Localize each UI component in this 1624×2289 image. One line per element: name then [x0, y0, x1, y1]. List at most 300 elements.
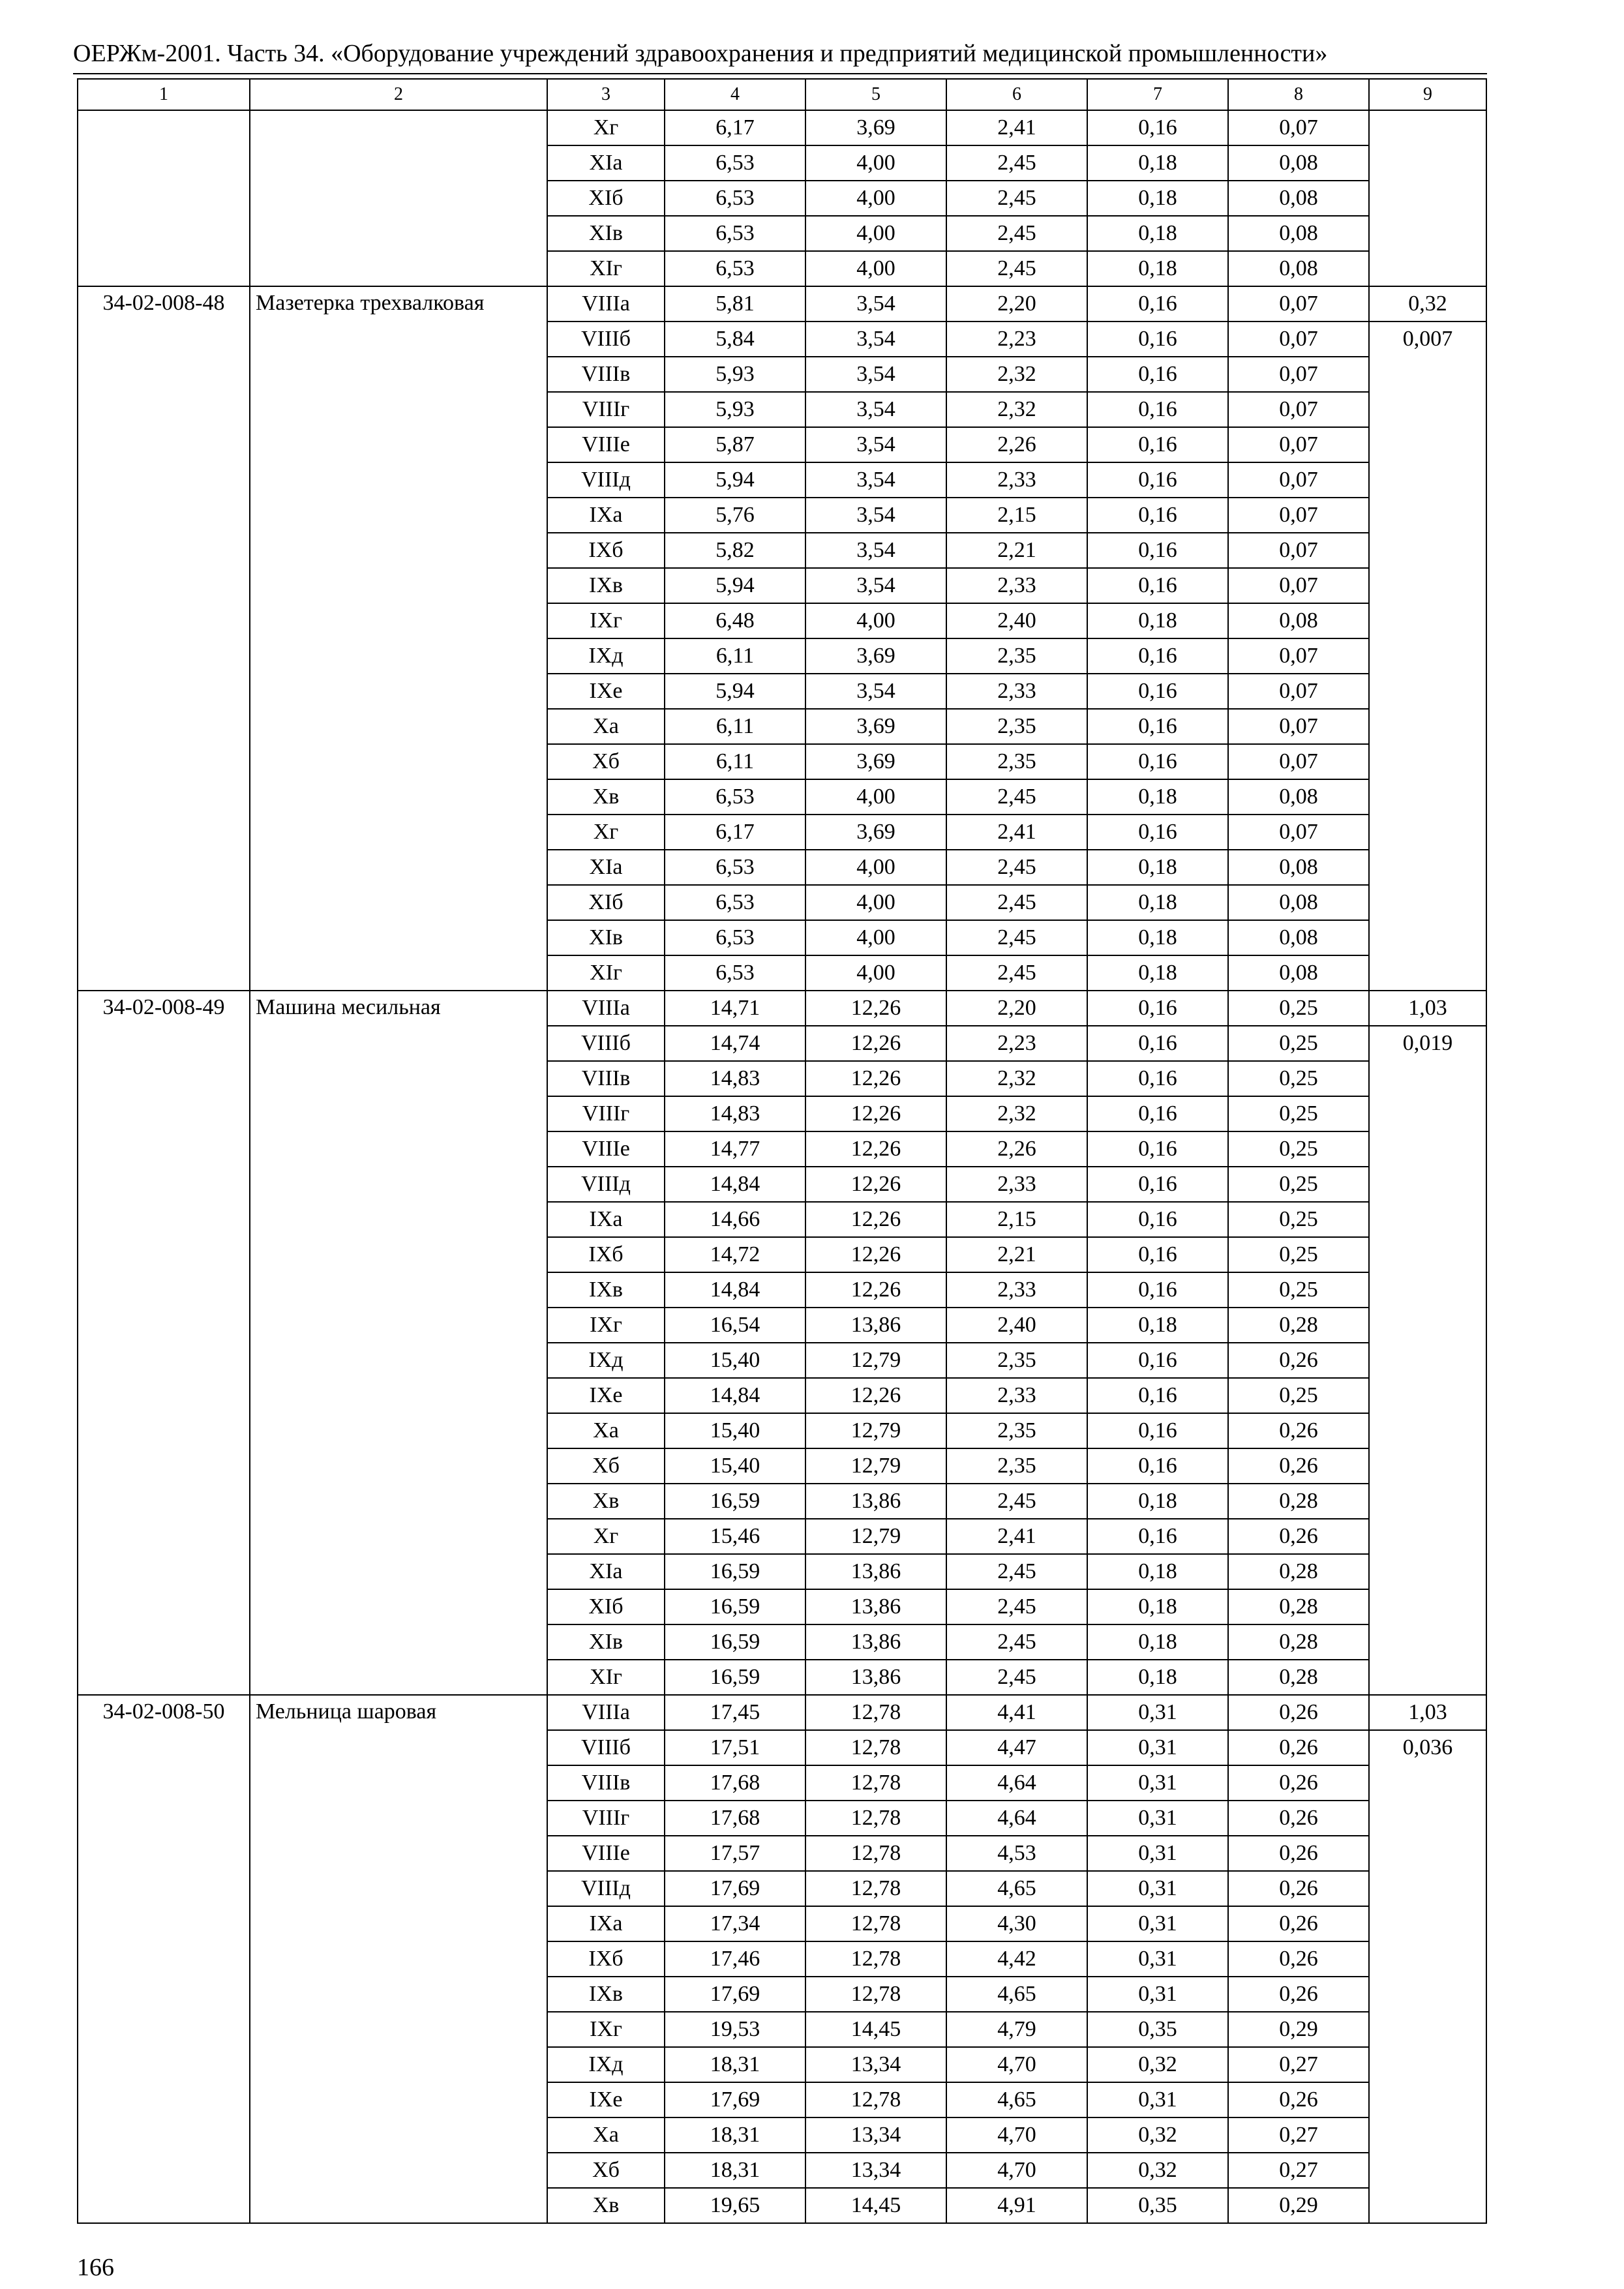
cell-col7: 0,31: [1087, 1730, 1228, 1765]
cell-col5: 12,26: [805, 1167, 946, 1202]
cell-col6: 4,64: [946, 1801, 1087, 1836]
cell-col4: 16,59: [665, 1554, 805, 1589]
cell-col6: 4,79: [946, 2012, 1087, 2047]
cell-group: Xв: [547, 2188, 665, 2223]
cell-col5: 12,79: [805, 1413, 946, 1448]
cell-col8: 0,08: [1228, 251, 1369, 286]
cell-col8: 0,07: [1228, 322, 1369, 357]
cell-col6: 2,45: [946, 1554, 1087, 1589]
cell-col8: 0,26: [1228, 1448, 1369, 1484]
cell-col4: 6,53: [665, 181, 805, 216]
cell-group: IXа: [547, 1202, 665, 1237]
cell-col8: 0,28: [1228, 1554, 1369, 1589]
cell-col7: 0,16: [1087, 322, 1228, 357]
cell-col8: 0,28: [1228, 1589, 1369, 1624]
cell-col5: 12,78: [805, 1977, 946, 2012]
column-header: 4: [665, 79, 805, 110]
cell-col7: 0,18: [1087, 1589, 1228, 1624]
cell-col5: 12,26: [805, 1026, 946, 1061]
cell-col7: 0,16: [1087, 357, 1228, 392]
cell-group: VIIIв: [547, 357, 665, 392]
cell-col8: 0,25: [1228, 1131, 1369, 1167]
cell-col7: 0,16: [1087, 674, 1228, 709]
cell-col4: 6,53: [665, 145, 805, 181]
cell-col4: 17,34: [665, 1906, 805, 1941]
cell-group: Xг: [547, 110, 665, 145]
cell-col6: 2,21: [946, 533, 1087, 568]
cell-col4: 15,40: [665, 1343, 805, 1378]
cell-col8: 0,07: [1228, 462, 1369, 498]
cell-col5: 4,00: [805, 181, 946, 216]
cell-col7: 0,35: [1087, 2012, 1228, 2047]
cell-col6: 2,35: [946, 638, 1087, 674]
cell-col5: 12,26: [805, 1237, 946, 1272]
cell-col6: 2,45: [946, 1589, 1087, 1624]
cell-col8: 0,28: [1228, 1308, 1369, 1343]
cell-col7: 0,35: [1087, 2188, 1228, 2223]
col9-value: 0,019: [1370, 1025, 1486, 1060]
cell-col4: 14,72: [665, 1237, 805, 1272]
cell-col4: 6,53: [665, 251, 805, 286]
cell-col4: 19,53: [665, 2012, 805, 2047]
cell-col7: 0,16: [1087, 1026, 1228, 1061]
cell-col4: 17,46: [665, 1941, 805, 1977]
cell-col6: 4,30: [946, 1906, 1087, 1941]
cell-group: Xв: [547, 779, 665, 815]
cell-group: IXе: [547, 1378, 665, 1413]
cell-col6: 2,41: [946, 815, 1087, 850]
cell-col8: 0,26: [1228, 1906, 1369, 1941]
cell-col5: 12,78: [805, 1871, 946, 1906]
cell-group: IXд: [547, 638, 665, 674]
cell-group: VIIIд: [547, 1167, 665, 1202]
cell-col8: 0,08: [1228, 955, 1369, 991]
cell-group: IXб: [547, 533, 665, 568]
cell-col6: 2,15: [946, 498, 1087, 533]
cell-col6: 2,32: [946, 392, 1087, 427]
cell-col4: 18,31: [665, 2153, 805, 2188]
cell-code: 34-02-008-49: [78, 991, 250, 1695]
cell-col7: 0,31: [1087, 2082, 1228, 2117]
cell-col5: 4,00: [805, 920, 946, 955]
cell-col5: 4,00: [805, 850, 946, 885]
cell-col7: 0,18: [1087, 850, 1228, 885]
table-row: [78, 991, 1486, 1026]
cell-group: XIв: [547, 216, 665, 251]
cell-col6: 4,91: [946, 2188, 1087, 2223]
cell-col5: 12,26: [805, 1131, 946, 1167]
cell-group: VIIIд: [547, 1871, 665, 1906]
cell-col5: 12,78: [805, 1765, 946, 1801]
cell-col5: 12,26: [805, 1061, 946, 1096]
cell-col5: 12,78: [805, 1941, 946, 1977]
cell-col7: 0,18: [1087, 885, 1228, 920]
cell-col4: 5,76: [665, 498, 805, 533]
cell-col6: 2,45: [946, 145, 1087, 181]
cell-col6: 2,45: [946, 850, 1087, 885]
cell-col4: 16,59: [665, 1624, 805, 1660]
cell-col7: 0,31: [1087, 1801, 1228, 1836]
cell-col4: 5,93: [665, 392, 805, 427]
cell-col5: 3,54: [805, 462, 946, 498]
cell-col4: 14,83: [665, 1096, 805, 1131]
cell-col4: 6,53: [665, 955, 805, 991]
cell-col5: 3,54: [805, 392, 946, 427]
cell-col6: 2,23: [946, 322, 1087, 357]
cell-col4: 14,74: [665, 1026, 805, 1061]
cell-col6: 2,40: [946, 603, 1087, 638]
cell-group: Xб: [547, 2153, 665, 2188]
cell-col6: 4,53: [946, 1836, 1087, 1871]
cell-col8: 0,07: [1228, 815, 1369, 850]
cell-col7: 0,32: [1087, 2153, 1228, 2188]
cell-col7: 0,18: [1087, 1484, 1228, 1519]
cell-col8: 0,08: [1228, 779, 1369, 815]
cell-col4: 5,94: [665, 674, 805, 709]
cell-group: Xа: [547, 1413, 665, 1448]
cell-col6: 2,21: [946, 1237, 1087, 1272]
cell-group: IXв: [547, 568, 665, 603]
cell-col7: 0,16: [1087, 1272, 1228, 1308]
cell-col5: 3,54: [805, 533, 946, 568]
cell-col6: 2,45: [946, 251, 1087, 286]
cell-col7: 0,18: [1087, 955, 1228, 991]
cell-col8: 0,26: [1228, 1941, 1369, 1977]
cell-group: Xг: [547, 815, 665, 850]
column-header: 1: [78, 79, 250, 110]
cell-group: IXб: [547, 1941, 665, 1977]
cell-group: VIIIб: [547, 1730, 665, 1765]
cell-group: IXг: [547, 2012, 665, 2047]
cell-col6: 2,45: [946, 1624, 1087, 1660]
cell-name: [250, 110, 547, 286]
cell-col8: 0,29: [1228, 2188, 1369, 2223]
cell-col7: 0,31: [1087, 1695, 1228, 1730]
cell-col5: 14,45: [805, 2188, 946, 2223]
cell-col5: 4,00: [805, 216, 946, 251]
cell-group: Xб: [547, 1448, 665, 1484]
cell-col6: 2,33: [946, 568, 1087, 603]
cell-col5: 13,86: [805, 1589, 946, 1624]
header-rule: [73, 73, 1487, 74]
cell-col5: 3,54: [805, 498, 946, 533]
cell-col5: 13,86: [805, 1484, 946, 1519]
cell-col5: 4,00: [805, 603, 946, 638]
cell-col5: 4,00: [805, 251, 946, 286]
cell-col8: 0,07: [1228, 674, 1369, 709]
cell-col4: 14,71: [665, 991, 805, 1026]
cell-group: Xб: [547, 744, 665, 779]
cell-group: VIIIа: [547, 991, 665, 1026]
cell-col4: 6,11: [665, 744, 805, 779]
cell-col6: 2,33: [946, 462, 1087, 498]
cell-col7: 0,16: [1087, 1378, 1228, 1413]
cell-group: VIIIг: [547, 392, 665, 427]
cell-col6: 4,47: [946, 1730, 1087, 1765]
cell-group: XIв: [547, 920, 665, 955]
cell-col8: 0,28: [1228, 1660, 1369, 1695]
cell-col4: 6,53: [665, 885, 805, 920]
cell-col7: 0,18: [1087, 920, 1228, 955]
cell-group: XIа: [547, 850, 665, 885]
cell-col8: 0,25: [1228, 1378, 1369, 1413]
cell-col7: 0,16: [1087, 1237, 1228, 1272]
column-header-row: [78, 79, 1486, 110]
cell-col5: 12,26: [805, 1202, 946, 1237]
cell-group: VIIIв: [547, 1061, 665, 1096]
cell-group: XIв: [547, 1624, 665, 1660]
cell-col7: 0,16: [1087, 1167, 1228, 1202]
cell-col6: 2,33: [946, 1378, 1087, 1413]
cell-col8: 0,08: [1228, 181, 1369, 216]
cell-col8: 0,08: [1228, 850, 1369, 885]
cell-col7: 0,18: [1087, 145, 1228, 181]
cell-group: VIIIб: [547, 322, 665, 357]
cell-col8: 0,07: [1228, 709, 1369, 744]
cell-col5: 3,54: [805, 357, 946, 392]
cell-col5: 13,86: [805, 1554, 946, 1589]
cell-group: XIб: [547, 885, 665, 920]
col9-value: 1,03: [1408, 1700, 1447, 1724]
cell-col7: 0,16: [1087, 462, 1228, 498]
cell-col6: 2,35: [946, 709, 1087, 744]
cell-col4: 17,51: [665, 1730, 805, 1765]
column-header: 2: [250, 79, 547, 110]
cell-col4: 5,87: [665, 427, 805, 462]
cell-group: IXг: [547, 603, 665, 638]
cell-group: VIIIе: [547, 1836, 665, 1871]
cell-col4: 6,17: [665, 110, 805, 145]
cell-col8: 0,26: [1228, 1765, 1369, 1801]
cell-col9: [1369, 110, 1486, 286]
cell-col7: 0,16: [1087, 991, 1228, 1026]
cell-col8: 0,25: [1228, 1237, 1369, 1272]
cell-col5: 12,78: [805, 1695, 946, 1730]
cell-col4: 17,69: [665, 1871, 805, 1906]
cell-col8: 0,28: [1228, 1624, 1369, 1660]
cell-col8: 0,26: [1228, 1519, 1369, 1554]
cell-col7: 0,16: [1087, 286, 1228, 322]
cell-col4: 6,17: [665, 815, 805, 850]
cell-col5: 13,86: [805, 1660, 946, 1695]
cell-col7: 0,16: [1087, 638, 1228, 674]
column-header: 3: [547, 79, 665, 110]
cell-col5: 3,54: [805, 286, 946, 322]
cell-col8: 0,07: [1228, 357, 1369, 392]
cell-col4: 16,59: [665, 1484, 805, 1519]
cell-col6: 2,20: [946, 286, 1087, 322]
cell-col6: 2,32: [946, 1061, 1087, 1096]
cell-group: VIIIг: [547, 1801, 665, 1836]
cell-col6: 2,45: [946, 779, 1087, 815]
cell-group: XIа: [547, 1554, 665, 1589]
cell-col5: 3,54: [805, 427, 946, 462]
cell-col7: 0,18: [1087, 603, 1228, 638]
col9-value: 0,036: [1370, 1729, 1486, 1765]
cell-group: IXа: [547, 1906, 665, 1941]
cell-col4: 17,68: [665, 1765, 805, 1801]
cell-col8: 0,08: [1228, 216, 1369, 251]
cell-col4: 17,45: [665, 1695, 805, 1730]
cell-col5: 12,26: [805, 1378, 946, 1413]
cell-col5: 13,86: [805, 1624, 946, 1660]
cell-col9: [1369, 286, 1486, 991]
cell-col4: 14,84: [665, 1378, 805, 1413]
cell-col7: 0,16: [1087, 815, 1228, 850]
cell-col6: 2,45: [946, 1660, 1087, 1695]
cell-col9: [1369, 1695, 1486, 2223]
cell-group: XIа: [547, 145, 665, 181]
cell-col8: 0,26: [1228, 1871, 1369, 1906]
column-header: 8: [1228, 79, 1369, 110]
cell-group: VIIIе: [547, 1131, 665, 1167]
cell-col8: 0,27: [1228, 2047, 1369, 2082]
cell-col8: 0,25: [1228, 1167, 1369, 1202]
cell-col7: 0,16: [1087, 1202, 1228, 1237]
cell-col4: 16,59: [665, 1589, 805, 1624]
cell-col4: 17,69: [665, 2082, 805, 2117]
cell-col6: 2,23: [946, 1026, 1087, 1061]
cell-col4: 14,66: [665, 1202, 805, 1237]
cell-col8: 0,26: [1228, 1343, 1369, 1378]
cell-col6: 2,45: [946, 955, 1087, 991]
column-header: 7: [1087, 79, 1228, 110]
cell-col5: 3,69: [805, 638, 946, 674]
cell-col6: 2,33: [946, 674, 1087, 709]
cell-col8: 0,28: [1228, 1484, 1369, 1519]
cell-col8: 0,27: [1228, 2117, 1369, 2153]
cell-group: Xв: [547, 1484, 665, 1519]
cell-col7: 0,16: [1087, 1519, 1228, 1554]
column-header: 5: [805, 79, 946, 110]
cell-col7: 0,31: [1087, 1941, 1228, 1977]
cell-col5: 14,45: [805, 2012, 946, 2047]
cell-col8: 0,26: [1228, 1801, 1369, 1836]
cell-group: VIIIе: [547, 427, 665, 462]
cell-col4: 17,57: [665, 1836, 805, 1871]
cell-col6: 2,33: [946, 1167, 1087, 1202]
cell-col5: 4,00: [805, 145, 946, 181]
cell-col8: 0,26: [1228, 1695, 1369, 1730]
cell-col5: 3,69: [805, 815, 946, 850]
cell-col6: 2,35: [946, 1343, 1087, 1378]
cell-col7: 0,31: [1087, 1871, 1228, 1906]
table-row: [78, 1695, 1486, 1730]
cell-col7: 0,18: [1087, 251, 1228, 286]
table-body: [78, 79, 1486, 2223]
cell-col5: 12,79: [805, 1448, 946, 1484]
cell-col8: 0,25: [1228, 991, 1369, 1026]
cell-col7: 0,18: [1087, 779, 1228, 815]
cell-col5: 12,26: [805, 1272, 946, 1308]
cell-group: XIг: [547, 1660, 665, 1695]
cell-col5: 13,86: [805, 1308, 946, 1343]
cell-col7: 0,16: [1087, 1448, 1228, 1484]
cell-col7: 0,16: [1087, 427, 1228, 462]
cell-group: VIIIд: [547, 462, 665, 498]
cell-col7: 0,32: [1087, 2117, 1228, 2153]
cell-group: IXг: [547, 1308, 665, 1343]
cell-name: Машина месильная: [250, 991, 547, 1695]
cell-col6: 4,65: [946, 1977, 1087, 2012]
cell-col5: 3,69: [805, 110, 946, 145]
cell-col7: 0,16: [1087, 744, 1228, 779]
cell-col7: 0,18: [1087, 1554, 1228, 1589]
cell-col4: 17,68: [665, 1801, 805, 1836]
cell-group: XIг: [547, 251, 665, 286]
cell-col4: 18,31: [665, 2047, 805, 2082]
cell-col6: 2,35: [946, 1413, 1087, 1448]
cell-group: VIIIг: [547, 1096, 665, 1131]
cell-col6: 2,41: [946, 110, 1087, 145]
col9-value: 0,007: [1370, 321, 1486, 356]
cell-group: VIIIа: [547, 286, 665, 322]
cell-col5: 4,00: [805, 779, 946, 815]
cell-col6: 2,45: [946, 885, 1087, 920]
cell-group: VIIIб: [547, 1026, 665, 1061]
cell-col8: 0,08: [1228, 885, 1369, 920]
cell-col6: 4,42: [946, 1941, 1087, 1977]
cell-col8: 0,07: [1228, 568, 1369, 603]
cell-col6: 4,65: [946, 1871, 1087, 1906]
cell-col4: 15,46: [665, 1519, 805, 1554]
cell-col4: 5,84: [665, 322, 805, 357]
cell-col4: 15,40: [665, 1413, 805, 1448]
column-header: 6: [946, 79, 1087, 110]
cell-col8: 0,08: [1228, 145, 1369, 181]
cell-col8: 0,07: [1228, 427, 1369, 462]
cell-col6: 2,45: [946, 1484, 1087, 1519]
col9-value: 0,32: [1408, 292, 1447, 316]
cell-col4: 5,81: [665, 286, 805, 322]
cell-col7: 0,16: [1087, 1131, 1228, 1167]
cell-col5: 4,00: [805, 885, 946, 920]
cell-col7: 0,31: [1087, 1906, 1228, 1941]
cell-col6: 2,45: [946, 920, 1087, 955]
cell-col6: 2,15: [946, 1202, 1087, 1237]
cell-col8: 0,07: [1228, 498, 1369, 533]
cell-col7: 0,31: [1087, 1765, 1228, 1801]
cell-col4: 14,77: [665, 1131, 805, 1167]
cell-group: VIIIа: [547, 1695, 665, 1730]
cell-col8: 0,26: [1228, 1977, 1369, 2012]
cell-group: XIб: [547, 181, 665, 216]
cell-col7: 0,31: [1087, 1977, 1228, 2012]
cell-col8: 0,25: [1228, 1096, 1369, 1131]
cell-col6: 4,65: [946, 2082, 1087, 2117]
cell-col8: 0,26: [1228, 1730, 1369, 1765]
cell-col4: 6,11: [665, 638, 805, 674]
cell-col6: 4,70: [946, 2047, 1087, 2082]
cell-col4: 19,65: [665, 2188, 805, 2223]
cell-col8: 0,25: [1228, 1272, 1369, 1308]
cell-group: IXб: [547, 1237, 665, 1272]
cell-col8: 0,25: [1228, 1061, 1369, 1096]
page-header: ОЕРЖм-2001. Часть 34. «Оборудование учреждений здравоохранения и предприятий медицинской промышленности»: [73, 40, 1328, 67]
cell-col7: 0,16: [1087, 110, 1228, 145]
cell-group: Xа: [547, 2117, 665, 2153]
cell-col6: 2,35: [946, 1448, 1087, 1484]
page-number: 166: [77, 2254, 114, 2281]
cell-col6: 2,41: [946, 1519, 1087, 1554]
cell-col8: 0,26: [1228, 1836, 1369, 1871]
cell-col4: 17,69: [665, 1977, 805, 2012]
cell-col8: 0,27: [1228, 2153, 1369, 2188]
cell-col6: 4,41: [946, 1695, 1087, 1730]
cell-col8: 0,07: [1228, 638, 1369, 674]
cell-col7: 0,18: [1087, 1660, 1228, 1695]
cell-col6: 2,26: [946, 427, 1087, 462]
